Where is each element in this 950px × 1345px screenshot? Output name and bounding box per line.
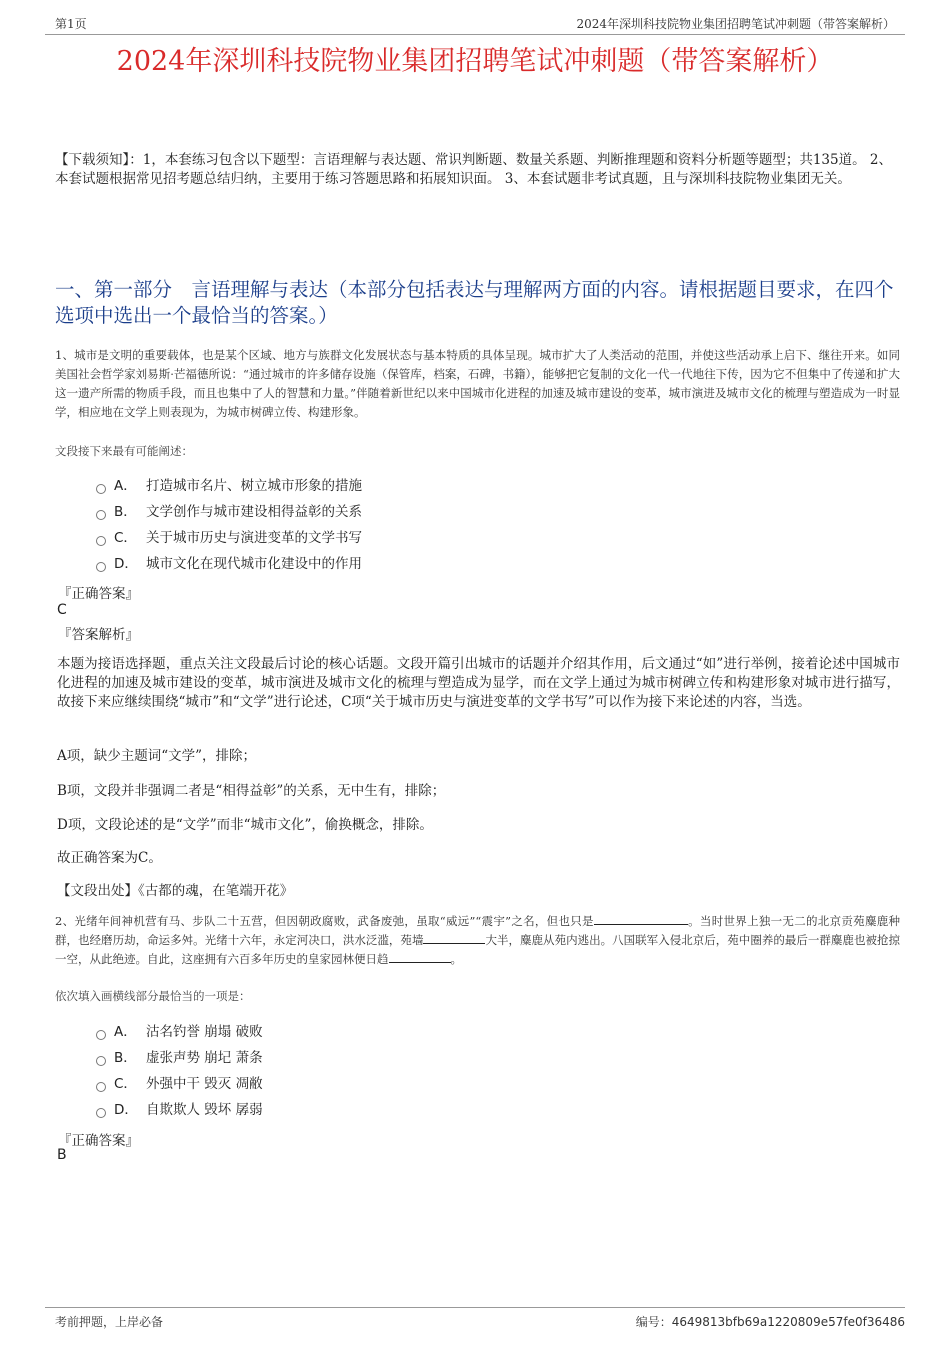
question-2-prompt: 依次填入画横线部分最恰当的一项是： [55, 989, 251, 1003]
serial-label: 编号： [635, 1315, 672, 1329]
q1-answer: C [57, 602, 67, 618]
option-text: 城市文化在现代城市化建设中的作用 [146, 556, 362, 572]
q2-text-part-4: 。 [450, 952, 462, 966]
q2-answer-label: 『正确答案』 [58, 1133, 139, 1149]
page-number: 第1页 [55, 17, 87, 31]
q1-analysis-a: A项，缺少主题词“文学”，排除； [57, 748, 257, 764]
download-notice: 【下载须知】：1，本套练习包含以下题型：言语理解与表达题、常识判断题、数量关系题、判断推理题和资料分析题等题型；共135道。 2、本套试题根据常见招考题总结归纳，主要用于练习答题思路和拓展知识面。 3、本套试题非考试真题，且与深圳科技院物业集团无关。 [55, 152, 892, 187]
q1-option-c[interactable] [96, 527, 796, 549]
option-text: 自欺欺人 毁坏 孱弱 [146, 1102, 263, 1118]
page-title: 2024年深圳科技院物业集团招聘笔试冲刺题（带答案解析） [116, 46, 834, 77]
fill-blank-2 [423, 931, 485, 944]
question-2-text [55, 912, 900, 969]
q1-answer-label: 『正确答案』 [58, 586, 139, 602]
header-doc-title: 2024年深圳科技院物业集团招聘笔试冲刺题（带答案解析） [576, 17, 895, 31]
q1-source: 【文段出处】《古都的魂，在笔端开花》 [57, 883, 294, 899]
option-text: 沽名钓誉 崩塌 破败 [146, 1024, 263, 1040]
q1-analysis-label: 『答案解析』 [58, 627, 139, 643]
q1-option-a[interactable] [96, 475, 796, 497]
option-text: 关于城市历史与演进变革的文学书写 [146, 530, 362, 546]
q2-option-a[interactable] [96, 1021, 796, 1043]
q2-option-b[interactable] [96, 1047, 796, 1069]
fill-blank-1 [594, 912, 688, 925]
q2-option-d[interactable] [96, 1099, 796, 1121]
option-letter: B． [114, 504, 137, 520]
footer-divider [45, 1307, 905, 1308]
question-1-prompt: 文段接下来最有可能阐述： [55, 444, 193, 458]
q1-analysis-b: B项，文段并非强调二者是“相得益彰”的关系，无中生有，排除； [57, 783, 446, 799]
radio-icon[interactable] [96, 1108, 106, 1118]
radio-icon[interactable] [96, 510, 106, 520]
option-letter: C． [114, 530, 137, 546]
option-letter: D． [114, 1102, 138, 1118]
option-letter: D． [114, 556, 138, 572]
radio-icon[interactable] [96, 484, 106, 494]
fill-blank-3 [389, 950, 451, 963]
option-text: 外强中干 毁灭 凋敝 [146, 1076, 263, 1092]
q1-option-b[interactable] [96, 501, 796, 523]
question-1-text: 1、城市是文明的重要载体，也是某个区域、地方与族群文化发展状态与基本特质的具体呈现。城市扩大了人类活动的范围，并使这些活动承上启下、继往开来。如同美国社会哲学家刘易斯·芒福德所说：“通过城市的许多储存设施（保管库，档案，石碑，书籍），能够把它复制的文化一代一代地往下传，因为它不但集中了传递和扩大这一遗产所需的物质手段，而且也集中了人的智慧和力量。”伴随着新世纪以来中国城市化进程的加速及城市建设的变革，城市演进及城市文化的梳理与塑造成为一时显学，相应地在文学上则表现为，为城市树碑立传、构建形象。 [55, 348, 900, 419]
q1-conclusion: 故正确答案为C。 [57, 850, 162, 866]
q2-option-c[interactable] [96, 1073, 796, 1095]
footer-serial [636, 1313, 905, 1330]
radio-icon[interactable] [96, 1082, 106, 1092]
option-text: 文学创作与城市建设相得益彰的关系 [146, 504, 362, 520]
q1-analysis: 本题为接语选择题，重点关注文段最后讨论的核心话题。文段开篇引出城市的话题并介绍其作用，后文通过“如”进行举例，接着论述中国城市化进程的加速及城市建设的变革，城市演进及城市文化的梳理与塑造成为显学，而在文学上通过为城市树碑立传和构建形象对城市进行描写，故接下来应继续围绕“城市”和“文学”进行论述，C项“关于城市历史与演进变革的文学书写”可以作为接下来论述的内容，当选。 [57, 656, 900, 710]
q2-text-part-1: 2、光绪年间神机营有马、步队二十五营，但因朝政腐败，武备废弛，虽取“威远”“震宇”之名，但也只是 [55, 914, 594, 928]
option-text: 打造城市名片、树立城市形象的措施 [146, 478, 362, 494]
q2-answer: B [57, 1147, 67, 1163]
serial-code: 4649813bfb69a1220809e57fe0f36486 [671, 1315, 905, 1329]
option-text: 虚张声势 崩圮 萧条 [146, 1050, 263, 1066]
footer-slogan: 考前押题，上岸必备 [55, 1315, 164, 1329]
section-heading: 一、第一部分 言语理解与表达（本部分包括表达与理解两方面的内容。请根据题目要求，在四个选项中选出一个最恰当的答案。） [55, 278, 894, 327]
option-letter: B． [114, 1050, 137, 1066]
q1-option-d[interactable] [96, 553, 796, 575]
radio-icon[interactable] [96, 1030, 106, 1040]
option-letter: A． [114, 478, 137, 494]
option-letter: A． [114, 1024, 137, 1040]
radio-icon[interactable] [96, 536, 106, 546]
radio-icon[interactable] [96, 562, 106, 572]
q1-analysis-d: D项，文段论述的是“文学”而非“城市文化”，偷换概念，排除。 [57, 817, 433, 833]
radio-icon[interactable] [96, 1056, 106, 1066]
option-letter: C． [114, 1076, 137, 1092]
header-divider [45, 34, 905, 35]
q2-text-part-2: 。当时世界上独一无二的北京贡苑麋鹿种群，也经磨历劫，命运多舛。光绪十六年，永定河决口，洪水泛滥，苑墙 [55, 914, 901, 947]
q2-text-part-3: 大半，麋鹿从苑内逃出。八国联军入侵北京后，苑中圈养的最后一群麋鹿也被抢掠一空，从此绝迹。自此，这座拥有六百多年历史的皇家园林便日趋 [55, 933, 900, 966]
